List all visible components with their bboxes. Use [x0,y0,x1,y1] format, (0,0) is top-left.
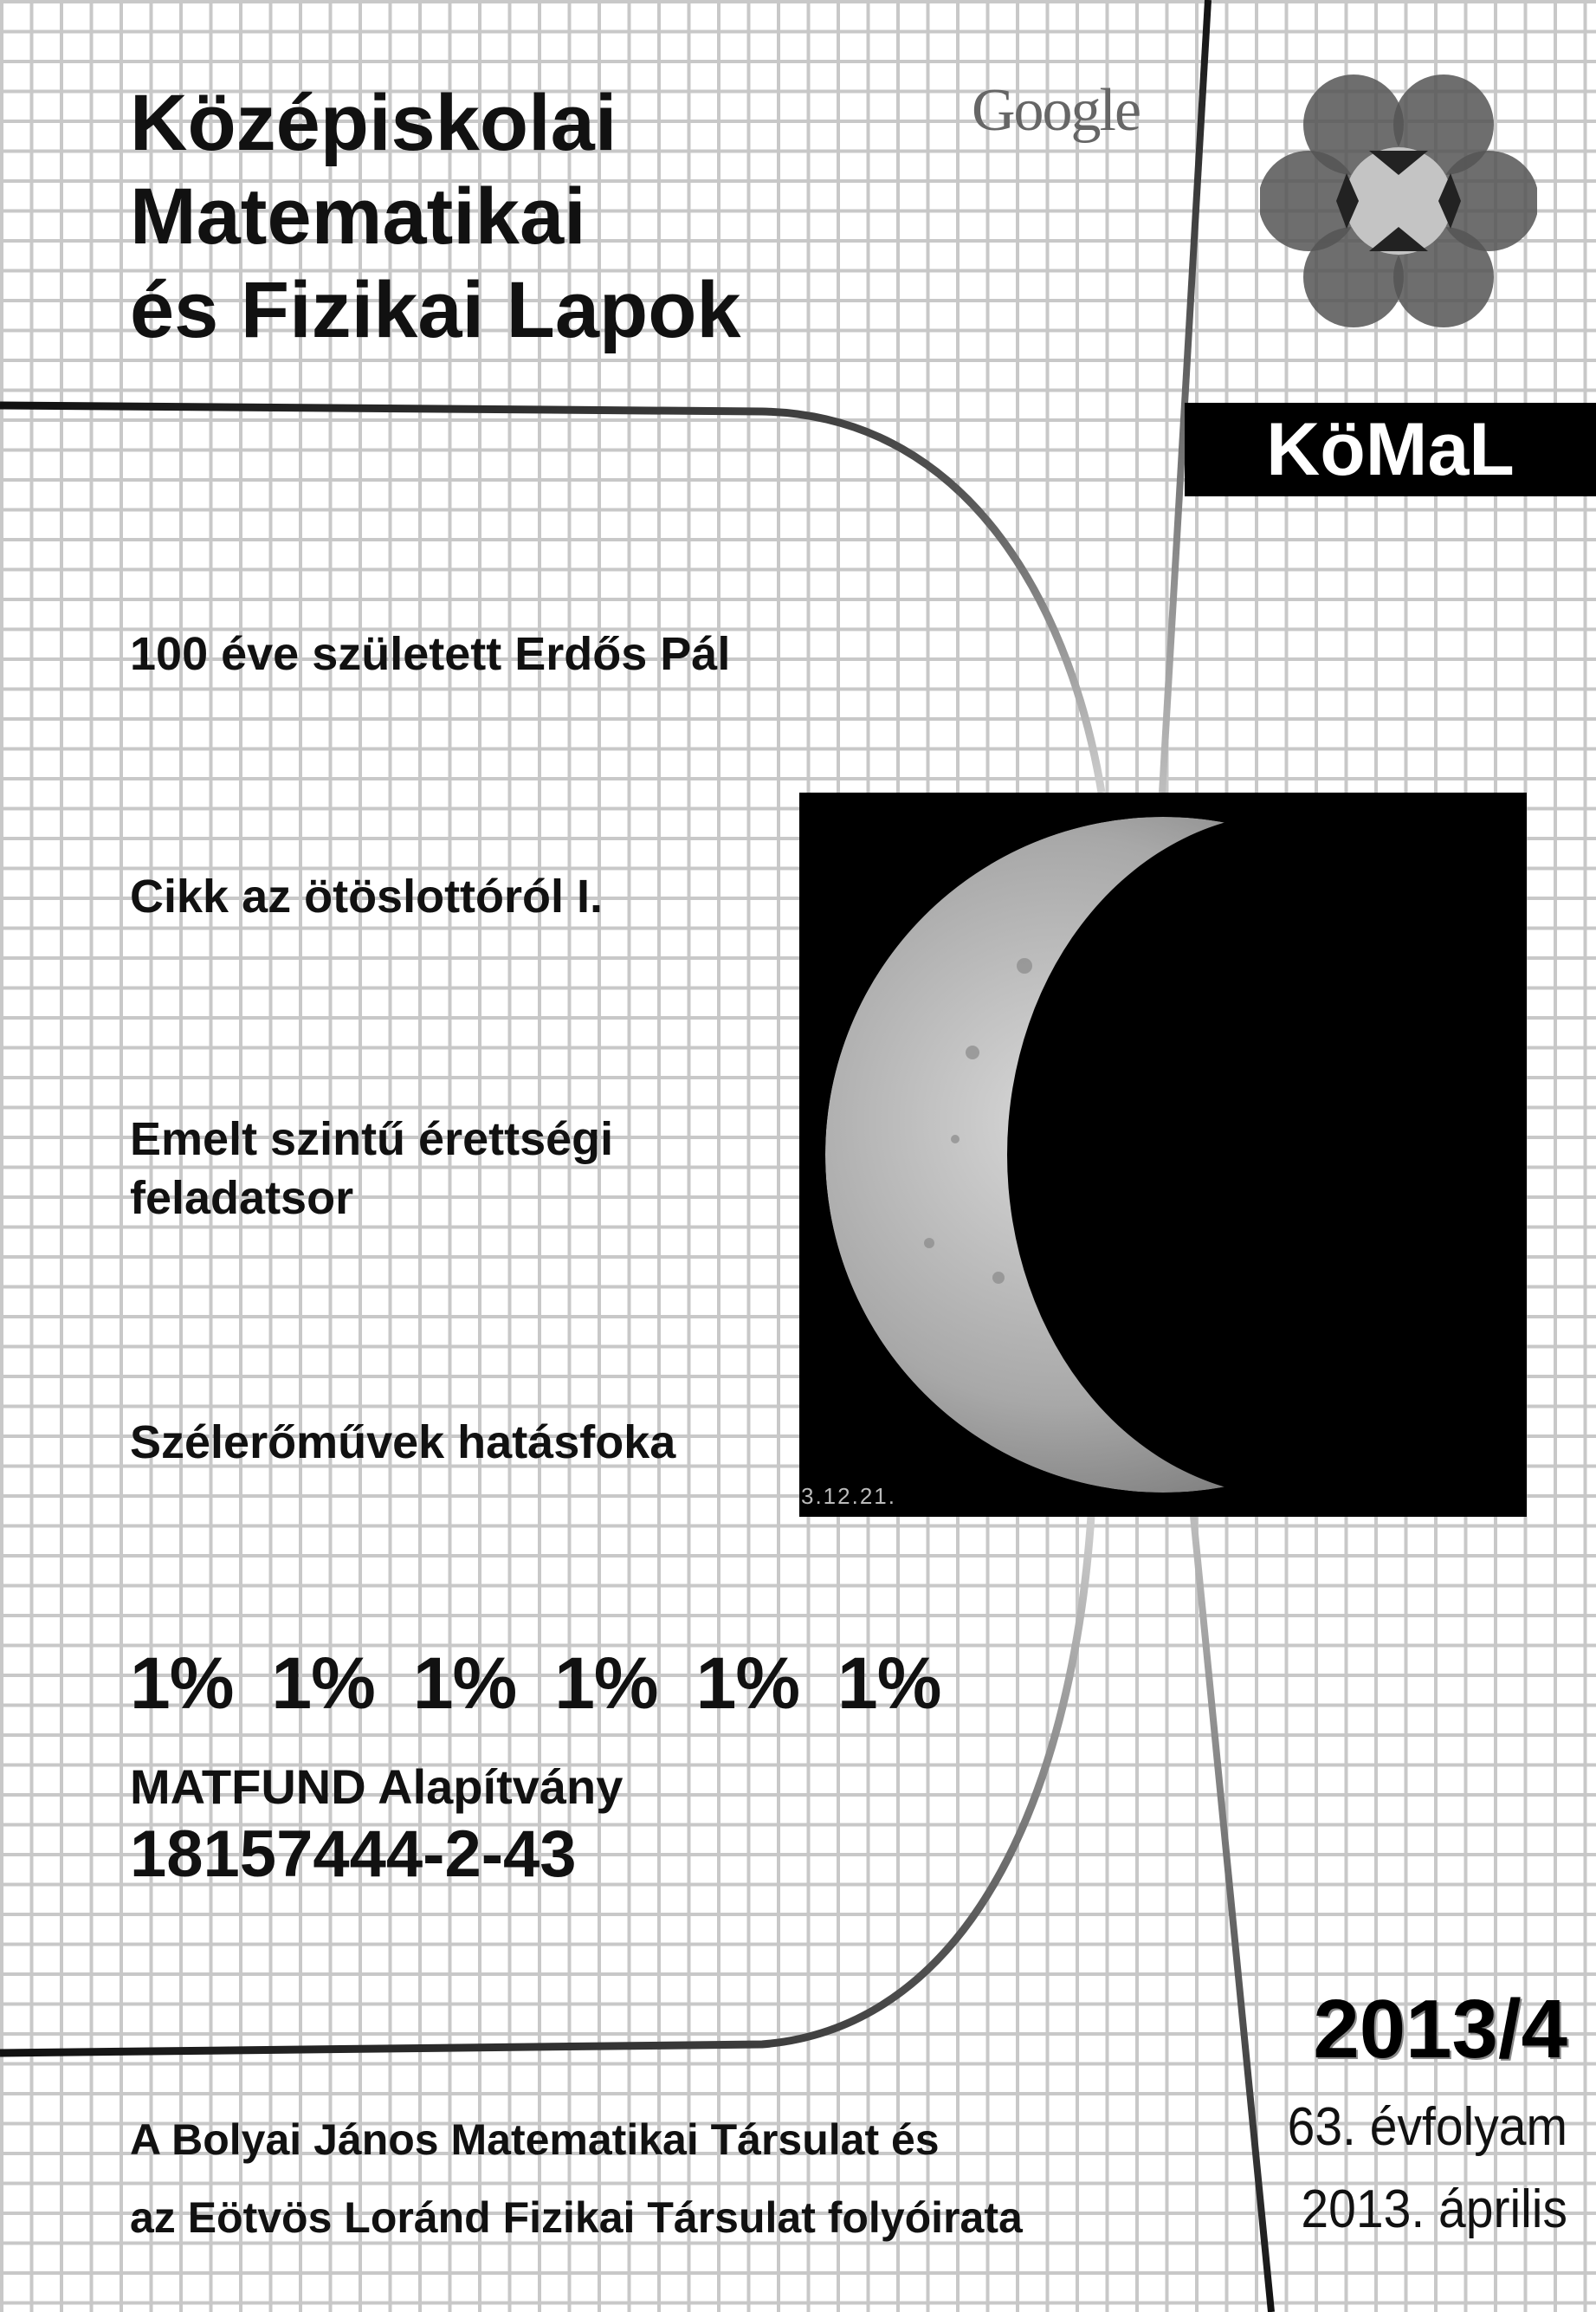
article-headline[interactable]: Szélerőművek hatásfoka [130,1416,676,1468]
issue-date: 2013. április [1301,2179,1567,2239]
percent-value: 1% [695,1642,800,1724]
moon-crescent-icon [799,793,1527,1517]
brand-label: KöMaL [1185,403,1596,496]
vertical-line-bottom [1193,1516,1271,2312]
tax-percent-row [130,1642,979,1725]
article-headline-continued[interactable]: feladatsor [130,1172,354,1224]
percent-value: 1% [554,1642,658,1724]
percent-value: 1% [130,1642,234,1724]
title-line: Középiskolai [130,79,617,167]
photo-caption: 3.12.21. [801,1483,896,1509]
komal-logo-icon [1260,71,1537,331]
publisher-line: az Eötvös Loránd Fizikai Társulat folyóirata [130,2193,1023,2242]
publisher-line: A Bolyai János Matematikai Társulat és [130,2115,940,2164]
volume-label: 63. évfolyam [1287,2097,1567,2157]
foundation-name: MATFUND Alapítvány [130,1759,624,1814]
google-logo: Google [972,77,1140,144]
article-headline[interactable]: Emelt szintű érettségi [130,1113,614,1165]
tax-number: 18157444-2-43 [130,1817,577,1891]
title-line: Matematikai [130,172,586,261]
journal-title [130,76,909,357]
percent-value: 1% [271,1642,375,1724]
article-headline[interactable]: 100 éve született Erdős Pál [130,628,731,680]
percent-value: 1% [412,1642,517,1724]
issue-number: 2013/4 [1313,1983,1567,2076]
top-curve [0,405,1102,793]
vertical-line-top [1162,0,1208,793]
title-line: és Fizikai Lapok [130,266,741,354]
article-headline[interactable]: Cikk az ötöslottóról I. [130,871,604,923]
moon-photo [799,793,1527,1517]
percent-value: 1% [837,1642,941,1724]
